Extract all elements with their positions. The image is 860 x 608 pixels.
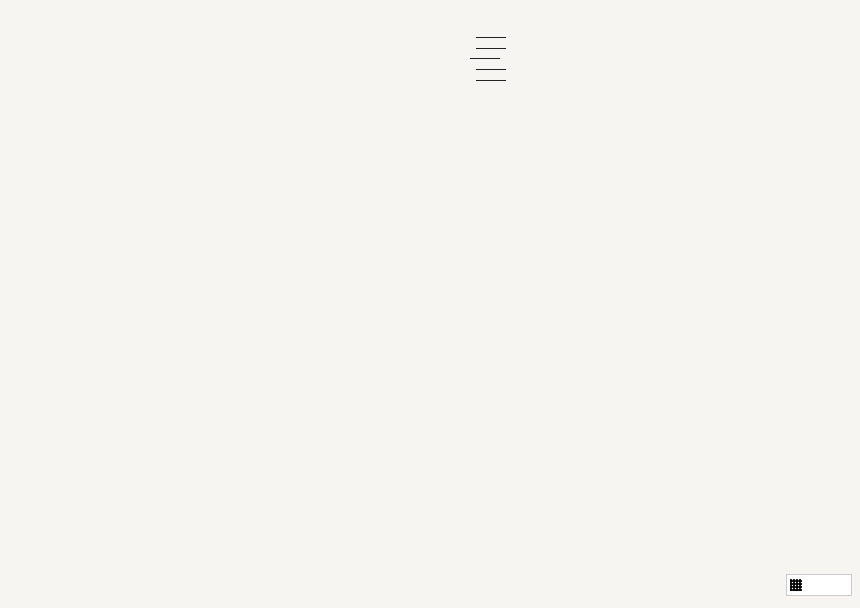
page-5	[14, 0, 424, 608]
passage-para-37	[462, 42, 850, 53]
passage-para-39	[462, 63, 850, 74]
blank-40[interactable]	[476, 74, 506, 81]
blank-37[interactable]	[476, 42, 506, 49]
blank-38[interactable]	[470, 52, 500, 59]
blank-36[interactable]	[476, 31, 506, 38]
bullet-3	[462, 52, 850, 63]
blank-39[interactable]	[476, 63, 506, 70]
passage-para-36	[462, 31, 850, 42]
right-column	[462, 26, 850, 93]
qr-code-icon	[790, 579, 802, 591]
page-6	[462, 0, 860, 608]
left-column	[14, 6, 384, 12]
passage-para-40	[462, 74, 850, 85]
camscanner-badge	[786, 574, 852, 596]
